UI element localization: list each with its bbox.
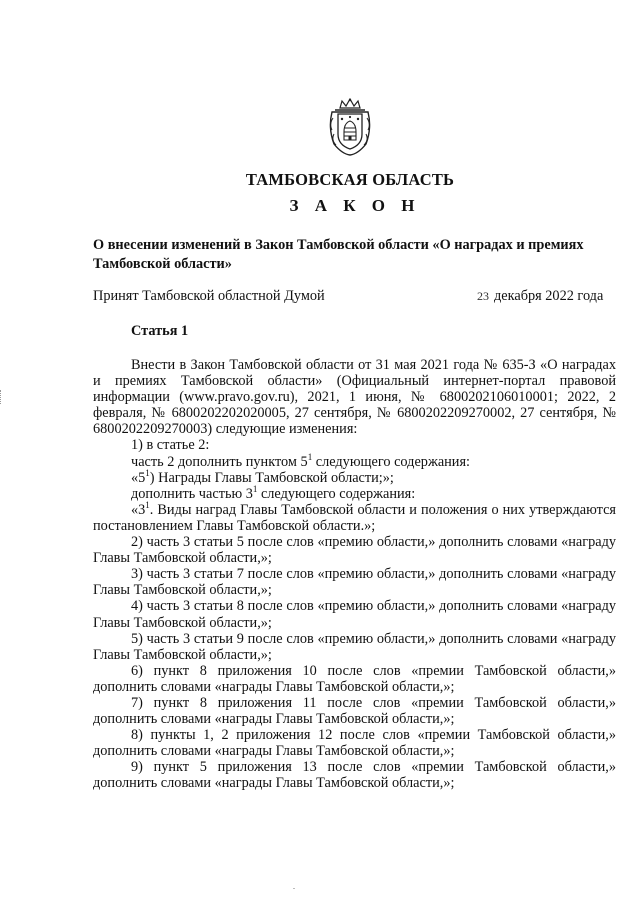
article-body [93, 357, 616, 792]
list-item: 5) часть 3 статьи 9 после слов «премию области,» дополнить словами «награду Главы Тамбовской области,»; [93, 630, 616, 663]
list-item: 8) пункты 1, 2 приложения 12 после слов «премии Тамбовской области,» дополнить словами «награды Главы Тамбовской области,»; [93, 727, 616, 760]
list-item: 3) часть 3 статьи 7 после слов «премию области,» дополнить словами «награду Главы Тамбовской области,»; [93, 566, 616, 599]
list-item: «$5^1$) Награды Главы Тамбовской области;»; [131, 467, 394, 486]
list-item: 7) пункт 8 приложения 11 после слов «премии Тамбовской области,» дополнить словами «награды Главы Тамбовской области,»; [93, 694, 616, 728]
article-heading: Статья 1 [131, 323, 189, 339]
list-item: дополнить частью $3^1$ следующего содержания: [131, 483, 416, 502]
adopted-by: Принят Тамбовской областной Думой [93, 288, 325, 304]
list-item: 6) пункт 8 приложения 10 после слов «премии Тамбовской области,» дополнить словами «награды Главы Тамбовской области,»; [93, 662, 616, 695]
intro-paragraph: Внести в Закон Тамбовской области от 31 мая 2021 года № 635-З «О наградах и премиях Тамбовской области» (Официальный интернет-портал правовой информации (www.pravo.gov.ru), 2021, 1 июня, № 6800202106010001; 2022, 2 февраля, № 6800202202020005, 27 сентября, № 6800202209270002, 27 сентября, № 6800202209270003) следующие изменения: [93, 357, 616, 438]
document-type: З А К О Н [289, 196, 421, 215]
margin-mark [0, 390, 4, 404]
law-title: О внесении изменений в Закон Тамбовской области «О наградах и премиях Тамбовской области» [93, 237, 584, 272]
list-item: 4) часть 3 статьи 8 после слов «премию области,» дополнить словами «награду Главы Тамбовской области,»; [93, 598, 616, 631]
list-item: 9) пункт 5 приложения 13 после слов «премии Тамбовской области,» дополнить словами «награды Главы Тамбовской области,»; [93, 759, 616, 792]
adopted-day: 23 [477, 289, 489, 303]
scan-speck [293, 888, 295, 889]
adopted-month-year: декабря 2022 года [494, 288, 604, 304]
region-name: ТАМБОВСКАЯ ОБЛАСТЬ [245, 170, 455, 189]
list-item: 2) часть 3 статьи 5 после слов «премию области,» дополнить словами «награду Главы Тамбовской области,»; [93, 534, 616, 567]
list-item: часть 2 дополнить пунктом $5^1$ следующего содержания: [131, 451, 471, 470]
adopted-date [477, 288, 603, 305]
list-item: 1) в статье 2: [131, 437, 210, 454]
list-item: «$3^1$. Виды наград Главы Тамбовской области и положения о них утверждаются постановлением Главы Тамбовской области.»; [93, 500, 616, 534]
